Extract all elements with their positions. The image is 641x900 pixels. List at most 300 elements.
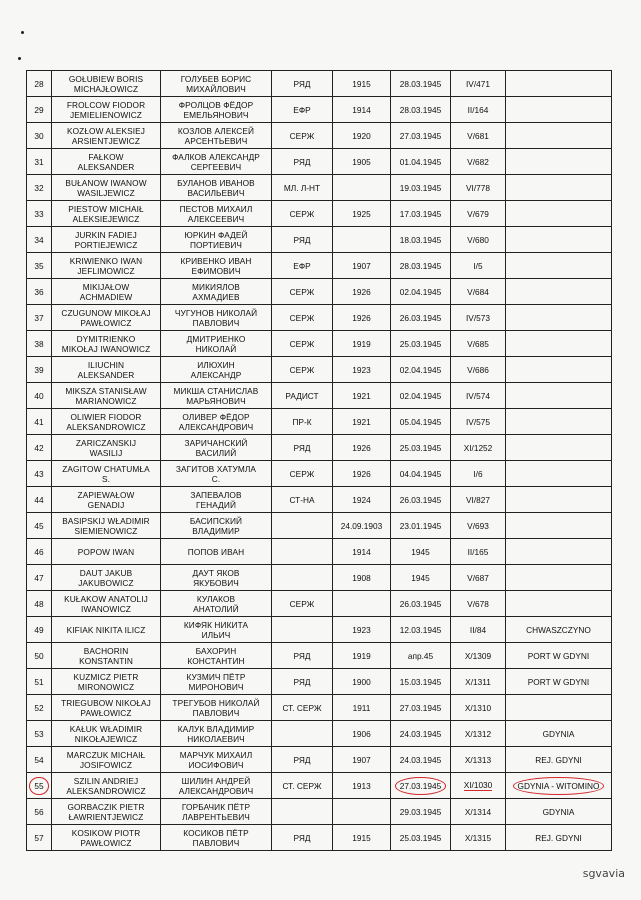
death-date-text: 24.03.1945 bbox=[399, 754, 442, 765]
lat-name-line: ALEKSANDROWICZ bbox=[66, 421, 146, 432]
lat-name-text bbox=[66, 776, 145, 796]
cyr-name-line: АХМАДИЕВ bbox=[192, 291, 240, 302]
latin-name-cell bbox=[52, 825, 161, 851]
table-row bbox=[27, 825, 612, 851]
cyr-name-line: АЛЕКСЕЕВИЧ bbox=[187, 213, 245, 224]
latin-name-cell bbox=[52, 149, 161, 175]
birth-year-cell bbox=[333, 669, 391, 695]
lat-name-text bbox=[64, 594, 148, 614]
lat-name-line: GORBACZIK PIETR bbox=[67, 801, 145, 812]
rank-cell bbox=[272, 721, 333, 747]
row-number-text: 42 bbox=[34, 442, 44, 453]
grave-number-cell bbox=[451, 227, 506, 253]
latin-name-cell bbox=[52, 97, 161, 123]
grave-number-cell bbox=[451, 357, 506, 383]
burial-place-cell bbox=[506, 747, 612, 773]
cyr-name-text bbox=[172, 152, 260, 172]
lat-name-line: GENADIJ bbox=[87, 499, 125, 510]
grave-number-text: V/679 bbox=[467, 208, 489, 219]
row-number-cell bbox=[27, 591, 52, 617]
burial-place-text: PORT W GDYNI bbox=[527, 650, 590, 661]
birth-year-text: 1908 bbox=[352, 572, 371, 583]
row-number-text: 32 bbox=[34, 182, 44, 193]
latin-name-cell bbox=[52, 721, 161, 747]
grave-number-cell bbox=[451, 487, 506, 513]
cyr-name-line: БАСИПСКИЙ bbox=[189, 515, 243, 526]
row-number-cell bbox=[27, 721, 52, 747]
death-date-cell bbox=[391, 409, 451, 435]
cyrillic-name-cell bbox=[161, 279, 272, 305]
birth-year-text: 1913 bbox=[352, 780, 371, 791]
table-row bbox=[27, 487, 612, 513]
row-number-text: 49 bbox=[34, 624, 44, 635]
birth-year-cell bbox=[333, 747, 391, 773]
rank-cell bbox=[272, 695, 333, 721]
lat-name-text bbox=[78, 360, 135, 380]
cyr-name-text bbox=[187, 646, 244, 666]
death-date-text: 27.03.1945 bbox=[399, 702, 442, 713]
table-row bbox=[27, 97, 612, 123]
table-row bbox=[27, 695, 612, 721]
death-date-text: 17.03.1945 bbox=[399, 208, 442, 219]
cyr-name-line: ПЕСТОВ МИХАИЛ bbox=[179, 203, 253, 214]
rank-cell bbox=[272, 591, 333, 617]
burial-place-cell bbox=[506, 123, 612, 149]
row-number-text: 31 bbox=[34, 156, 44, 167]
grave-number-text: V/685 bbox=[467, 338, 489, 349]
rank-cell bbox=[272, 747, 333, 773]
lat-name-line: WASILJEWICZ bbox=[77, 187, 135, 198]
birth-year-text: 1926 bbox=[352, 442, 371, 453]
birth-year-text: 1907 bbox=[352, 260, 371, 271]
grave-number-cell bbox=[451, 461, 506, 487]
grave-number-text: VI/778 bbox=[466, 182, 490, 193]
rank-text: СЕРЖ bbox=[289, 286, 315, 297]
rank-cell bbox=[272, 97, 333, 123]
cyr-name-text bbox=[174, 386, 259, 406]
death-date-cell bbox=[391, 487, 451, 513]
row-number-cell bbox=[27, 539, 52, 565]
table-row bbox=[27, 201, 612, 227]
row-number-text: 47 bbox=[34, 572, 44, 583]
lat-name-line: NIKOŁAJEWICZ bbox=[74, 733, 138, 744]
rank-text: РЯД bbox=[293, 754, 311, 765]
death-date-text: 28.03.1945 bbox=[399, 78, 442, 89]
death-date-cell bbox=[391, 643, 451, 669]
lat-name-text bbox=[62, 334, 151, 354]
grave-number-cell bbox=[451, 825, 506, 851]
lat-name-line: KOZŁOW ALEKSIEJ bbox=[66, 125, 146, 136]
latin-name-cell bbox=[52, 539, 161, 565]
burial-place-cell bbox=[506, 227, 612, 253]
row-number-cell bbox=[27, 97, 52, 123]
grave-number-cell bbox=[451, 305, 506, 331]
table-row bbox=[27, 435, 612, 461]
death-date-cell bbox=[391, 565, 451, 591]
burial-place-cell bbox=[506, 539, 612, 565]
death-date-text: 04.04.1945 bbox=[399, 468, 442, 479]
row-number-cell bbox=[27, 799, 52, 825]
row-number-text: 52 bbox=[34, 702, 44, 713]
cyr-name-text bbox=[193, 594, 239, 614]
row-number-text: 54 bbox=[34, 754, 44, 765]
cyrillic-name-cell bbox=[161, 669, 272, 695]
row-number-text: 35 bbox=[34, 260, 44, 271]
death-date-text: 25.03.1945 bbox=[399, 442, 442, 453]
rank-text: РЯД bbox=[293, 442, 311, 453]
table-row bbox=[27, 409, 612, 435]
row-number-text: 55 bbox=[34, 780, 44, 791]
death-date-cell bbox=[391, 383, 451, 409]
cyrillic-name-cell bbox=[161, 149, 272, 175]
latin-name-cell bbox=[52, 513, 161, 539]
lat-name-text bbox=[80, 282, 133, 302]
lat-name-line: SZILIN ANDRIEJ bbox=[73, 775, 139, 786]
latin-name-cell bbox=[52, 409, 161, 435]
burial-place-text: CHWASZCZYNO bbox=[526, 624, 591, 635]
death-date-cell bbox=[391, 305, 451, 331]
rank-cell bbox=[272, 565, 333, 591]
burial-place-text: REJ. GDYNI bbox=[535, 754, 582, 765]
birth-year-cell bbox=[333, 799, 391, 825]
lat-name-line: BACHORIN bbox=[83, 645, 129, 656]
cyr-name-line: КИФЯК НИКИТА bbox=[183, 619, 249, 630]
birth-year-cell bbox=[333, 305, 391, 331]
lat-name-line: DAUT JAKUB bbox=[79, 567, 133, 578]
row-number-text: 38 bbox=[34, 338, 44, 349]
rank-cell bbox=[272, 643, 333, 669]
lat-name-line: SIEMIENOWICZ bbox=[74, 525, 138, 536]
grave-number-text: X/1310 bbox=[464, 702, 492, 713]
grave-number-cell bbox=[451, 279, 506, 305]
grave-number-cell bbox=[451, 721, 506, 747]
rank-text: СЕРЖ bbox=[289, 130, 315, 141]
cyr-name-line: АЛЕКСАНДРОВИЧ bbox=[178, 421, 254, 432]
grave-number-cell bbox=[451, 513, 506, 539]
cyrillic-name-cell bbox=[161, 461, 272, 487]
latin-name-cell bbox=[52, 747, 161, 773]
death-date-cell bbox=[391, 357, 451, 383]
burial-place-cell bbox=[506, 409, 612, 435]
birth-year-text: 1914 bbox=[352, 104, 371, 115]
rank-text: РАДИСТ bbox=[285, 390, 319, 401]
death-date-cell bbox=[391, 279, 451, 305]
rank-cell bbox=[272, 383, 333, 409]
grave-number-cell bbox=[451, 617, 506, 643]
lat-name-line: OLIWIER FIODOR bbox=[70, 411, 142, 422]
row-number-text: 30 bbox=[34, 130, 44, 141]
table-row bbox=[27, 643, 612, 669]
grave-number-text: V/680 bbox=[467, 234, 489, 245]
rank-text: СТ. СЕРЖ bbox=[282, 702, 322, 713]
latin-name-cell bbox=[52, 617, 161, 643]
death-date-text: 12.03.1945 bbox=[399, 624, 442, 635]
grave-number-text: II/164 bbox=[467, 104, 489, 115]
cyr-name-line: МИРОНОВИЧ bbox=[188, 681, 244, 692]
cyr-name-line: ГЕНАДИЙ bbox=[195, 499, 237, 510]
lat-name-text bbox=[62, 464, 150, 484]
cyr-name-line: НИКОЛАЙ bbox=[195, 343, 237, 354]
row-number-cell bbox=[27, 513, 52, 539]
death-date-text: 26.03.1945 bbox=[399, 312, 442, 323]
birth-year-text: 1914 bbox=[352, 546, 371, 557]
birth-year-cell bbox=[333, 591, 391, 617]
cyrillic-name-cell bbox=[161, 617, 272, 643]
death-date-text: 25.03.1945 bbox=[399, 338, 442, 349]
cyrillic-name-cell bbox=[161, 799, 272, 825]
cyr-name-line: ЧУГУНОВ НИКОЛАЙ bbox=[174, 307, 258, 318]
birth-year-cell bbox=[333, 695, 391, 721]
cyr-name-line: ПАВЛОВИЧ bbox=[192, 707, 240, 718]
rank-cell bbox=[272, 513, 333, 539]
grave-number-text: I/6 bbox=[473, 468, 483, 479]
cyr-name-line: ФАЛКОВ АЛЕКСАНДР bbox=[172, 151, 260, 162]
cyr-name-text bbox=[180, 750, 253, 770]
birth-year-text: 1926 bbox=[352, 286, 371, 297]
lat-name-text bbox=[79, 646, 133, 666]
lat-name-line: MARIANOWICZ bbox=[75, 395, 137, 406]
death-date-text: 19.03.1945 bbox=[399, 182, 442, 193]
latin-name-cell bbox=[52, 799, 161, 825]
lat-name-text bbox=[67, 126, 145, 146]
lat-name-line: FROLCOW FIODOR bbox=[66, 99, 146, 110]
lat-name-line: MICHAJŁOWICZ bbox=[73, 83, 139, 94]
birth-year-cell bbox=[333, 565, 391, 591]
lat-name-text bbox=[65, 386, 146, 406]
rank-cell bbox=[272, 201, 333, 227]
cyr-name-text bbox=[187, 672, 246, 692]
death-date-text: 01.04.1945 bbox=[399, 156, 442, 167]
lat-name-line: BASIPSKIJ WŁADIMIR bbox=[62, 515, 150, 526]
grave-number-text: VI/827 bbox=[466, 494, 490, 505]
lat-name-text bbox=[68, 204, 144, 224]
burial-place-text: GDYNIA bbox=[542, 806, 575, 817]
cyr-name-line: КАЛУК ВЛАДИМИР bbox=[177, 723, 255, 734]
lat-name-line: MIKOŁAJ IWANOWICZ bbox=[61, 343, 151, 354]
latin-name-cell bbox=[52, 591, 161, 617]
row-number-cell bbox=[27, 825, 52, 851]
death-date-cell bbox=[391, 461, 451, 487]
burial-place-cell bbox=[506, 487, 612, 513]
grave-number-text: V/678 bbox=[467, 598, 489, 609]
rank-cell bbox=[272, 253, 333, 279]
lat-name-line: KAŁUK WŁADIMIR bbox=[69, 723, 143, 734]
lat-name-line: ŁAWRIENTJEWICZ bbox=[68, 811, 144, 822]
rank-cell bbox=[272, 669, 333, 695]
row-number-text: 34 bbox=[34, 234, 44, 245]
rank-cell bbox=[272, 617, 333, 643]
rank-cell bbox=[272, 461, 333, 487]
row-number-text: 28 bbox=[34, 78, 44, 89]
latin-name-cell bbox=[52, 253, 161, 279]
row-number-cell bbox=[27, 227, 52, 253]
death-date-cell bbox=[391, 71, 451, 97]
table-row bbox=[27, 305, 612, 331]
birth-year-text: 1919 bbox=[352, 650, 371, 661]
grave-number-text: X/1314 bbox=[464, 806, 492, 817]
grave-number-cell bbox=[451, 383, 506, 409]
birth-year-text: 1911 bbox=[352, 702, 371, 713]
burial-place-cell bbox=[506, 149, 612, 175]
cyr-name-line: АЛЕКСАНДРОВИЧ bbox=[178, 785, 254, 796]
burial-place-cell bbox=[506, 773, 612, 799]
grave-number-text: IV/573 bbox=[466, 312, 490, 323]
rank-text: СЕРЖ bbox=[289, 468, 315, 479]
birth-year-text: 1923 bbox=[352, 364, 371, 375]
rank-cell bbox=[272, 435, 333, 461]
cyr-name-line: КУЗМИЧ ПЁТР bbox=[186, 671, 246, 682]
rank-cell bbox=[272, 175, 333, 201]
birth-year-cell bbox=[333, 721, 391, 747]
death-date-text: 02.04.1945 bbox=[399, 286, 442, 297]
table-row bbox=[27, 773, 612, 799]
lat-name-text bbox=[72, 828, 141, 848]
grave-number-text: II/165 bbox=[467, 546, 489, 557]
cyr-name-line: ГОРБАЧИК ПЁТР bbox=[181, 801, 251, 812]
birth-year-text: 1926 bbox=[352, 312, 371, 323]
birth-year-cell bbox=[333, 71, 391, 97]
lat-name-line: PAWŁOWICZ bbox=[80, 837, 132, 848]
grave-number-text: V/684 bbox=[467, 286, 489, 297]
cyr-name-line: ЮРКИН ФАДЕЙ bbox=[184, 229, 248, 240]
cyr-name-line: НИКОЛАЕВИЧ bbox=[187, 733, 245, 744]
cyrillic-name-cell bbox=[161, 227, 272, 253]
cyr-name-line: АРСЕНТЬЕВИЧ bbox=[184, 135, 248, 146]
cyr-name-text bbox=[187, 334, 246, 354]
lat-name-text bbox=[78, 490, 135, 510]
lat-name-line: PORTIEJEWICZ bbox=[74, 239, 138, 250]
death-date-cell bbox=[391, 591, 451, 617]
cyr-name-line: ПАВЛОВИЧ bbox=[192, 317, 240, 328]
latin-name-cell bbox=[52, 305, 161, 331]
cyr-name-line: ВЛАДИМИР bbox=[192, 525, 240, 536]
birth-year-text: 1919 bbox=[352, 338, 371, 349]
rank-text: МЛ. Л-НТ bbox=[283, 182, 321, 193]
birth-year-text: 1920 bbox=[352, 130, 371, 141]
table-row bbox=[27, 227, 612, 253]
cyrillic-name-cell bbox=[161, 721, 272, 747]
grave-number-text: X/1315 bbox=[464, 832, 492, 843]
lat-name-line: ALEKSANDER bbox=[77, 369, 135, 380]
cyr-name-text bbox=[191, 360, 242, 380]
birth-year-text: 1926 bbox=[352, 468, 371, 479]
lat-name-line: MIKSZA STANISŁAW bbox=[65, 385, 147, 396]
rank-text: СЕРЖ bbox=[289, 312, 315, 323]
lat-name-line: MIRONOWICZ bbox=[77, 681, 135, 692]
death-date-text: 1945 bbox=[411, 572, 430, 583]
row-number-cell bbox=[27, 461, 52, 487]
cyr-name-text bbox=[175, 308, 257, 328]
death-date-cell bbox=[391, 227, 451, 253]
rank-text: РЯД bbox=[293, 676, 311, 687]
birth-year-cell bbox=[333, 513, 391, 539]
lat-name-line: JAKUBOWICZ bbox=[78, 577, 134, 588]
death-date-cell bbox=[391, 435, 451, 461]
scan-speck bbox=[18, 57, 21, 60]
lat-name-line: ILIUCHIN bbox=[87, 359, 125, 370]
rank-cell bbox=[272, 123, 333, 149]
grave-number-text: X/1309 bbox=[464, 650, 492, 661]
birth-year-text: 1923 bbox=[352, 624, 371, 635]
grave-number-cell bbox=[451, 565, 506, 591]
grave-number-cell bbox=[451, 747, 506, 773]
cyrillic-name-cell bbox=[161, 253, 272, 279]
death-date-cell bbox=[391, 539, 451, 565]
lat-name-line: PAWŁOWICZ bbox=[80, 707, 132, 718]
lat-name-text bbox=[67, 802, 144, 822]
row-number-text: 57 bbox=[34, 832, 44, 843]
grave-number-cell bbox=[451, 773, 506, 799]
row-number-text: 48 bbox=[34, 598, 44, 609]
grave-number-text: X/1312 bbox=[464, 728, 492, 739]
birth-year-text: 1924 bbox=[352, 494, 371, 505]
cyr-name-text bbox=[192, 568, 239, 588]
death-date-cell bbox=[391, 799, 451, 825]
burial-place-cell bbox=[506, 279, 612, 305]
cyr-name-line: МИХАЙЛОВИЧ bbox=[186, 83, 246, 94]
rank-text: СТ. СЕРЖ bbox=[282, 780, 322, 791]
death-date-cell bbox=[391, 773, 451, 799]
birth-year-cell bbox=[333, 279, 391, 305]
row-number-cell bbox=[27, 643, 52, 669]
birth-year-cell bbox=[333, 357, 391, 383]
cyr-name-text bbox=[181, 256, 252, 276]
row-number-text: 43 bbox=[34, 468, 44, 479]
birth-year-text: 1907 bbox=[352, 754, 371, 765]
row-number-cell bbox=[27, 357, 52, 383]
lat-name-line: GOŁUBIEW BORIS bbox=[68, 73, 144, 84]
grave-number-text: V/686 bbox=[467, 364, 489, 375]
cyr-name-text bbox=[178, 724, 255, 744]
grave-number-cell bbox=[451, 409, 506, 435]
watermark: sgvavia bbox=[582, 867, 625, 880]
row-number-cell bbox=[27, 669, 52, 695]
table-row bbox=[27, 383, 612, 409]
cyr-name-line: СЕРГЕЕВИЧ bbox=[190, 161, 242, 172]
birth-year-text: 1906 bbox=[352, 728, 371, 739]
death-date-text: 28.03.1945 bbox=[399, 104, 442, 115]
cyr-name-text bbox=[190, 516, 242, 536]
cyr-name-line: МИКИЯЛОВ bbox=[192, 281, 240, 292]
cyr-name-line: КОЗЛОВ АЛЕКСЕЙ bbox=[177, 125, 255, 136]
rank-text: СЕРЖ bbox=[289, 598, 315, 609]
row-number-cell bbox=[27, 201, 52, 227]
table-row bbox=[27, 279, 612, 305]
cyrillic-name-cell bbox=[161, 747, 272, 773]
birth-year-text: 1921 bbox=[352, 416, 371, 427]
grave-number-cell bbox=[451, 71, 506, 97]
latin-name-cell bbox=[52, 175, 161, 201]
latin-name-cell bbox=[52, 669, 161, 695]
cyr-name-line: ТРЕГУБОВ НИКОЛАЙ bbox=[172, 697, 260, 708]
rank-text: ЕФР bbox=[293, 104, 311, 115]
latin-name-cell bbox=[52, 331, 161, 357]
lat-name-line: JEMIELIENOWICZ bbox=[70, 109, 142, 120]
table-row bbox=[27, 539, 612, 565]
scan-speck bbox=[21, 31, 24, 34]
cyr-name-text bbox=[172, 698, 259, 718]
latin-name-cell bbox=[52, 643, 161, 669]
latin-name-cell bbox=[52, 357, 161, 383]
birth-year-text: 1925 bbox=[352, 208, 371, 219]
lat-name-line: FAŁKOW bbox=[88, 151, 124, 162]
death-date-cell bbox=[391, 721, 451, 747]
grave-number-cell bbox=[451, 591, 506, 617]
death-date-text: 1945 bbox=[411, 546, 430, 557]
rank-cell bbox=[272, 149, 333, 175]
table-row bbox=[27, 253, 612, 279]
burial-place-cell bbox=[506, 565, 612, 591]
